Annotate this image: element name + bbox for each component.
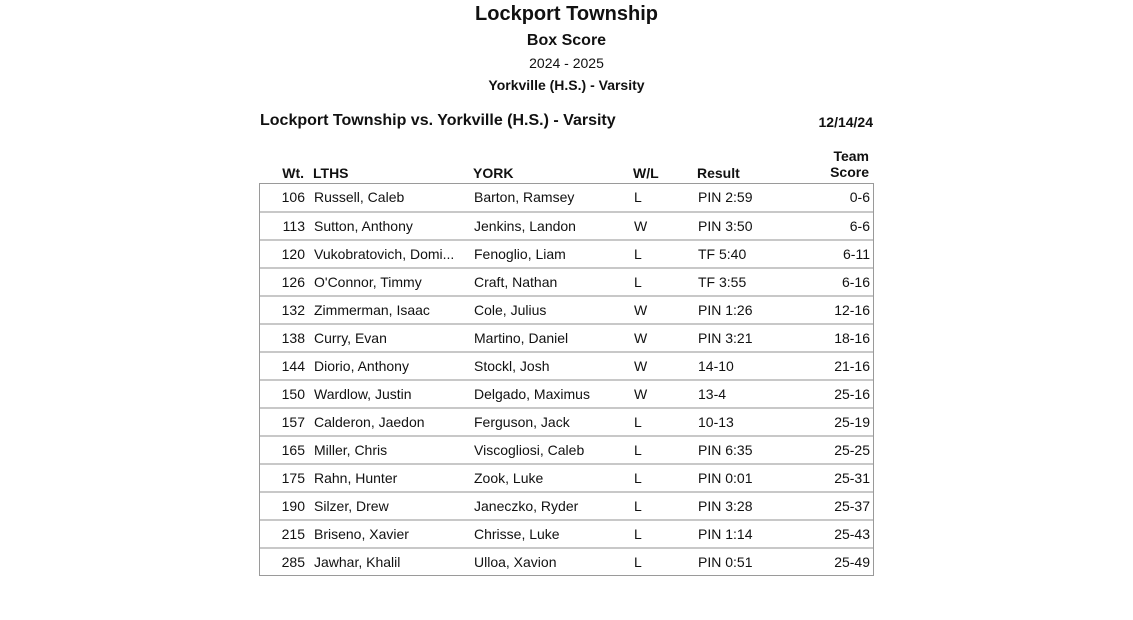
table-row [260, 323, 873, 351]
york-wrestler-cell: Ferguson, Jack [474, 414, 570, 430]
weight-cell: 190 [281, 498, 305, 514]
win-loss-cell: W [634, 386, 648, 402]
lths-wrestler-cell: Briseno, Xavier [314, 526, 409, 542]
york-wrestler-cell: Ulloa, Xavion [474, 554, 557, 570]
lths-wrestler-cell: Curry, Evan [314, 330, 387, 346]
york-wrestler-cell: Zook, Luke [474, 470, 544, 486]
lths-wrestler-cell: Jawhar, Khalil [314, 554, 401, 570]
team-score-cell: 18-16 [834, 330, 870, 346]
weight-cell: 120 [281, 246, 305, 262]
result-cell: PIN 3:28 [698, 498, 753, 514]
result-cell: PIN 3:21 [698, 330, 753, 346]
column-header-york: YORK [473, 165, 514, 181]
york-wrestler-cell: Craft, Nathan [474, 274, 558, 290]
lths-wrestler-cell: Vukobratovich, Domi... [314, 246, 455, 262]
table-row [260, 547, 873, 575]
win-loss-cell: L [634, 414, 642, 430]
team-score-cell: 25-49 [834, 554, 870, 570]
table-row [260, 491, 873, 519]
team-score-cell: 25-43 [834, 526, 870, 542]
win-loss-cell: W [634, 218, 648, 234]
result-cell: 13-4 [698, 386, 727, 402]
lths-wrestler-cell: Wardlow, Justin [314, 386, 412, 402]
team-score-header-line1: Team [833, 148, 869, 164]
result-cell: PIN 0:01 [698, 470, 753, 486]
weight-cell: 106 [281, 189, 305, 205]
weight-cell: 126 [281, 274, 305, 290]
team-score-cell: 25-19 [834, 414, 870, 430]
win-loss-cell: W [634, 330, 648, 346]
team-score-cell: 25-37 [834, 498, 870, 514]
season-label: 2024 - 2025 [529, 55, 604, 71]
weight-cell: 157 [281, 414, 305, 430]
win-loss-cell: L [634, 498, 642, 514]
column-header-team-score [790, 148, 869, 180]
result-cell: PIN 1:26 [698, 302, 753, 318]
team-score-cell: 25-16 [834, 386, 870, 402]
york-wrestler-cell: Chrisse, Luke [474, 526, 560, 542]
result-cell: PIN 3:50 [698, 218, 753, 234]
york-wrestler-cell: Fenoglio, Liam [474, 246, 566, 262]
win-loss-cell: L [634, 442, 642, 458]
team-score-cell: 0-6 [849, 189, 870, 205]
weight-cell: 113 [282, 218, 305, 234]
column-header-result: Result [697, 165, 740, 181]
lths-wrestler-cell: Diorio, Anthony [314, 358, 409, 374]
team-score-cell: 21-16 [834, 358, 870, 374]
table-row [260, 351, 873, 379]
win-loss-cell: L [634, 554, 642, 570]
york-wrestler-cell: Janeczko, Ryder [474, 498, 579, 514]
win-loss-cell: L [634, 274, 642, 290]
table-row [260, 295, 873, 323]
table-row [260, 184, 873, 211]
column-header-lths: LTHS [313, 165, 349, 181]
table-row [260, 267, 873, 295]
weight-cell: 165 [281, 442, 305, 458]
school-title: Lockport Township [475, 3, 658, 25]
york-wrestler-cell: Stockl, Josh [474, 358, 550, 374]
york-wrestler-cell: Martino, Daniel [474, 330, 569, 346]
opponent-label: Yorkville (H.S.) - Varsity [488, 77, 645, 93]
weight-cell: 150 [281, 386, 305, 402]
win-loss-cell: L [634, 189, 642, 205]
table-row [260, 407, 873, 435]
win-loss-cell: W [634, 358, 648, 374]
york-wrestler-cell: Barton, Ramsey [474, 189, 575, 205]
team-score-cell: 6-16 [841, 274, 870, 290]
win-loss-cell: W [634, 302, 648, 318]
bouts-table [259, 183, 874, 576]
team-score-header-line2: Score [830, 164, 869, 180]
win-loss-cell: L [634, 246, 642, 262]
match-date: 12/14/24 [818, 114, 873, 130]
york-wrestler-cell: Jenkins, Landon [474, 218, 576, 234]
result-cell: 10-13 [698, 414, 734, 430]
lths-wrestler-cell: Silzer, Drew [314, 498, 389, 514]
lths-wrestler-cell: Calderon, Jaedon [314, 414, 425, 430]
result-cell: 14-10 [698, 358, 734, 374]
table-row [260, 435, 873, 463]
table-row [260, 379, 873, 407]
column-header-weight: Wt. [282, 165, 304, 181]
weight-cell: 132 [281, 302, 305, 318]
result-cell: PIN 0:51 [698, 554, 753, 570]
lths-wrestler-cell: Miller, Chris [314, 442, 388, 458]
table-row [260, 211, 873, 239]
york-wrestler-cell: Cole, Julius [474, 302, 547, 318]
column-header-win-loss: W/L [633, 165, 659, 181]
team-score-cell: 25-25 [834, 442, 870, 458]
lths-wrestler-cell: Sutton, Anthony [314, 218, 413, 234]
table-row [260, 239, 873, 267]
result-cell: TF 3:55 [698, 274, 747, 290]
result-cell: PIN 1:14 [698, 526, 753, 542]
team-score-cell: 12-16 [834, 302, 870, 318]
team-score-cell: 6-11 [843, 246, 870, 262]
result-cell: PIN 6:35 [698, 442, 753, 458]
report-title: Box Score [526, 32, 607, 49]
lths-wrestler-cell: O'Connor, Timmy [314, 274, 422, 290]
lths-wrestler-cell: Zimmerman, Isaac [314, 302, 430, 318]
win-loss-cell: L [634, 526, 642, 542]
result-cell: PIN 2:59 [698, 189, 753, 205]
lths-wrestler-cell: Russell, Caleb [314, 189, 405, 205]
result-cell: TF 5:40 [698, 246, 747, 262]
table-row [260, 519, 873, 547]
matchup-title: Lockport Township vs. Yorkville (H.S.) - Varsity [260, 112, 616, 129]
weight-cell: 175 [281, 470, 305, 486]
win-loss-cell: L [634, 470, 642, 486]
table-row [260, 463, 873, 491]
weight-cell: 285 [281, 554, 305, 570]
weight-cell: 215 [281, 526, 305, 542]
team-score-cell: 25-31 [834, 470, 870, 486]
weight-cell: 138 [281, 330, 305, 346]
york-wrestler-cell: Viscogliosi, Caleb [474, 442, 585, 458]
weight-cell: 144 [281, 358, 305, 374]
lths-wrestler-cell: Rahn, Hunter [314, 470, 398, 486]
york-wrestler-cell: Delgado, Maximus [474, 386, 590, 402]
team-score-cell: 6-6 [849, 218, 870, 234]
